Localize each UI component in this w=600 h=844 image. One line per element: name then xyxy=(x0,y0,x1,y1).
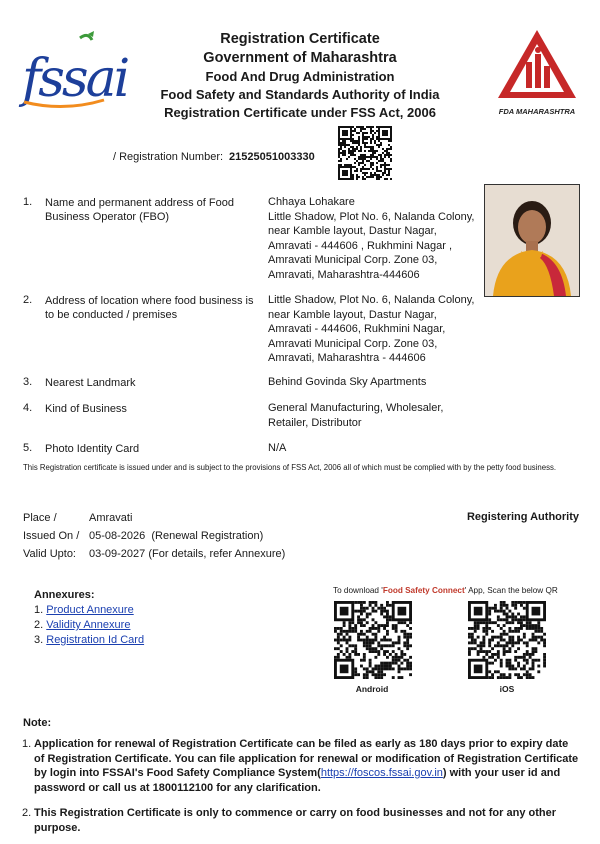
note-1-text-end: ) with your user id and password or call us at 1800112100 for any clarification. xyxy=(34,767,561,794)
row-value xyxy=(268,293,483,366)
note-title: Note: xyxy=(23,717,52,729)
annexure-item-validity xyxy=(34,618,144,633)
row-value-line: General Manufacturing, Wholesaler, xyxy=(268,402,444,414)
note-item-2 xyxy=(22,806,580,835)
row-value-line: Retailer, Distributor xyxy=(268,416,362,429)
row-value-line: Little Shadow, Plot No. 6, Nalanda Colony, xyxy=(268,294,475,306)
download-prefix: To download ' xyxy=(333,586,383,595)
download-suffix: ' App, Scan the below QR xyxy=(464,586,558,595)
header-act: Registration Certificate under FSS Act, 2006 xyxy=(164,105,436,120)
certificate-header xyxy=(110,30,490,122)
note-num: 2. xyxy=(22,807,32,819)
valid-upto-value: 03-09-2027 (For details, refer Annexure) xyxy=(89,548,286,560)
row-label: Photo Identity Card xyxy=(45,443,140,455)
issued-on-value: 05-08-2026 (Renewal Registration) xyxy=(89,530,264,542)
header-title: Registration Certificate xyxy=(220,31,380,47)
note-2-text: This Registration Certificate is only to commence or carry on food businesses and not for any other purpose. xyxy=(34,807,556,834)
row-label: Name and permanent address of Food Business Operator (FBO) xyxy=(45,197,234,223)
note-item-1 xyxy=(22,737,580,795)
annexures-title: Annexures: xyxy=(34,589,95,601)
row-value xyxy=(268,375,483,390)
issued-on-label: Issued On / xyxy=(23,530,80,542)
valid-upto-label: Valid Upto: xyxy=(23,548,76,560)
header-authority: Food Safety and Standards Authority of India xyxy=(160,87,440,102)
row-value-line: Little Shadow, Plot No. 6, Nalanda Colony, xyxy=(268,210,475,223)
row-label: Address of location where food business is to be conducted / premises xyxy=(45,295,254,321)
row-label: Kind of Business xyxy=(45,403,127,415)
annexure-num: 3. xyxy=(34,634,44,646)
row-value-line: Chhaya Lohakare xyxy=(268,196,355,208)
row-value-line: Amravati - 444606 , Rukhmini Nagar , xyxy=(268,239,453,252)
place-label: Place / xyxy=(23,512,57,524)
row-label: Nearest Landmark xyxy=(45,377,136,389)
row-value-line: near Kamble layout, Dastur Nagar, xyxy=(268,225,437,237)
annexure-num: 1. xyxy=(34,604,44,616)
row-value xyxy=(268,441,483,456)
disclaimer-text: This Registration certificate is issued under and is subject to the provisions of FSS Act, 2006 all of which must be complied with by the petty food business. xyxy=(23,463,557,472)
row-number: 5. xyxy=(23,442,33,454)
svg-text:fssai: fssai xyxy=(22,49,128,109)
row-number: 3. xyxy=(23,376,33,388)
registration-number-row xyxy=(113,151,315,163)
row-value-line: Amravati, Maharashtra - 444606 xyxy=(268,352,426,364)
registration-number-label: / Registration Number: xyxy=(113,151,224,163)
fda-logo-text: FDA MAHARASHTRA xyxy=(498,107,576,116)
issued-on-row xyxy=(23,527,263,545)
validity-annexure-link[interactable]: Validity Annexure xyxy=(46,619,131,631)
ios-qr-code[interactable] xyxy=(468,601,546,684)
place-value: Amravati xyxy=(89,512,133,524)
row-value-line: Amravati, Maharashtra-444606 xyxy=(268,268,420,281)
row-value-line: Amravati Municipal Corp. Zone 03, xyxy=(268,337,438,350)
download-app-text xyxy=(333,586,558,595)
fda-maharashtra-logo xyxy=(496,28,578,116)
note-1-text: Application for renewal of Registration Certificate can be filed as early as 180 days prior to expiry date of Registration Certificate. You can file application for renewal or modification of Registration Certificate by login into FSSAI's Food Safety Compliance System( xyxy=(34,738,579,779)
header-department: Food And Drug Administration xyxy=(205,69,395,84)
registration-id-card-link[interactable]: Registration Id Card xyxy=(46,634,145,646)
ios-label: iOS xyxy=(499,684,515,694)
app-name: Food Safety Connect xyxy=(382,586,465,595)
annexure-item-product xyxy=(34,603,144,618)
foscos-link[interactable]: https://foscos.fssai.gov.in xyxy=(320,767,443,779)
row-value xyxy=(268,401,483,430)
note-num: 1. xyxy=(22,738,32,750)
row-number: 4. xyxy=(23,402,33,414)
product-annexure-link[interactable]: Product Annexure xyxy=(46,604,134,616)
row-value-line: Amravati - 444606, Rukhmini Nagar, xyxy=(268,323,446,335)
registration-qr-code xyxy=(338,126,392,185)
fssai-logo xyxy=(20,30,128,112)
fbo-photo xyxy=(484,184,580,297)
annexure-num: 2. xyxy=(34,619,44,631)
row-number: 1. xyxy=(23,196,33,208)
place-row xyxy=(23,509,132,527)
registration-number-value: 21525051003330 xyxy=(229,151,315,163)
annexure-item-idcard xyxy=(34,633,144,648)
row-value-line: near Kamble layout, Dastur Nagar, xyxy=(268,308,437,321)
row-number: 2. xyxy=(23,294,33,306)
row-value-line: Amravati Municipal Corp. Zone 03, xyxy=(268,254,438,266)
row-value-line: N/A xyxy=(268,442,287,454)
row-value-line: Behind Govinda Sky Apartments xyxy=(268,376,427,388)
row-value xyxy=(268,195,483,282)
android-qr-code[interactable] xyxy=(334,601,412,684)
valid-upto-row xyxy=(23,545,285,563)
registering-authority: Registering Authority xyxy=(466,511,579,523)
android-label: Android xyxy=(355,684,389,694)
annexures xyxy=(34,588,144,648)
header-government: Government of Maharashtra xyxy=(203,50,397,66)
